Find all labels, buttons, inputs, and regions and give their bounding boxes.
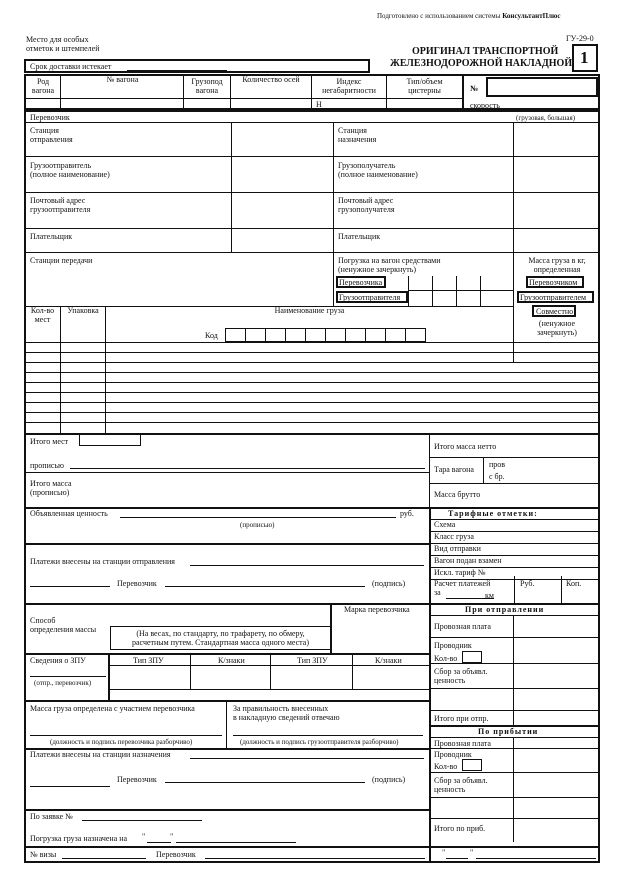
provoz2-line	[429, 748, 600, 749]
loading-sep-4	[480, 276, 481, 306]
parties-row-3	[24, 228, 600, 229]
paid-arrival-line	[190, 758, 424, 759]
payer-label: Плательщик	[30, 232, 73, 241]
total-mass-l2: (прописью)	[30, 488, 70, 497]
request-no-line	[82, 820, 202, 821]
prepared-by-text: Подготовлено с использованием системы	[377, 12, 501, 20]
carrier-label: Перевозчик	[30, 113, 70, 122]
index-l1: Индекс	[336, 77, 362, 86]
tariff-item-4: Искл. тариф №	[434, 568, 486, 577]
cargo-sep-packing	[105, 306, 106, 434]
cargo-name-label: Наименование груза	[274, 306, 345, 315]
places-l1: Кол-во	[30, 306, 55, 315]
cargo-code-cell[interactable]	[405, 328, 426, 342]
form-title-line2: ЖЕЛЕЗНОДОРОЖНОЙ НАКЛАДНОЙ	[390, 58, 573, 69]
wagon-sep-6	[462, 74, 464, 110]
wagon-number-label: № вагона	[106, 75, 139, 84]
fee-l1: Сбор за объявл.	[434, 667, 488, 676]
tare-line	[429, 483, 600, 484]
axles-label: Количество осей	[242, 75, 300, 84]
shipper-address-label	[30, 196, 90, 214]
fee-line-2	[429, 710, 600, 711]
loading-l2: (ненужное зачеркнуть)	[338, 265, 417, 274]
arrival-sep	[513, 737, 514, 842]
sign-sep	[226, 700, 227, 748]
cargo-row-a	[24, 342, 600, 343]
at-departure-label: При отправлении	[465, 605, 545, 614]
method-l2: определения массы	[30, 625, 97, 634]
total-places-label: Итого мест	[30, 437, 69, 446]
cargo-row-h	[24, 412, 600, 413]
consignee-label	[338, 161, 418, 179]
cargo-code-label: Код	[205, 331, 218, 340]
count2-label: Кол-во	[434, 762, 458, 771]
station-from-l1: Станция	[30, 126, 59, 135]
tank-l1: Тип/объем	[406, 77, 443, 86]
count-label: Кол-во	[434, 654, 458, 663]
calc-km: км	[485, 591, 494, 600]
cargo-row-e	[24, 382, 600, 383]
speed-hint: (грузовая, большая)	[516, 114, 576, 122]
mass-shipper-label: Грузоотправителем	[520, 293, 587, 302]
mass-defined-label	[514, 256, 600, 274]
tare-label: Тара вагона	[434, 465, 474, 474]
delivery-deadline-line	[127, 70, 227, 71]
cargo-packing-label: Упаковка	[67, 306, 99, 315]
loading-mid-line	[408, 290, 513, 291]
number-sign: №	[470, 84, 479, 93]
paid-arrival-carrier: Перевозчик	[117, 775, 157, 784]
declared-in-words: (прописью)	[240, 521, 275, 529]
consignee-l2: (полное наименование)	[338, 170, 418, 179]
station-to-l2: назначения	[338, 135, 377, 144]
fee-line	[429, 688, 600, 689]
calc-l1: Расчет платежей	[434, 579, 491, 588]
footer-day-line	[446, 858, 468, 859]
in-words-label: прописью	[30, 461, 65, 470]
zpu-bottom-line	[108, 689, 430, 690]
rod-l2: вагона	[31, 86, 55, 95]
index-letter: Н	[316, 100, 322, 109]
zpu-sep-1	[190, 653, 191, 689]
station-from-label	[30, 126, 73, 144]
footer-quote-close: "	[470, 848, 474, 857]
totals-row-1	[24, 472, 430, 473]
speed-line	[505, 108, 595, 109]
delivery-deadline-label: Срок доставки истекает	[30, 62, 112, 71]
departure-title-line	[429, 615, 600, 616]
tare-prov: пров	[489, 460, 506, 469]
mass-gross-label: Масса брутто	[434, 490, 481, 499]
mass-hint	[514, 319, 600, 337]
parties-sep-2	[333, 122, 334, 306]
tariff-item-1: Класс груза	[434, 532, 474, 541]
visa-no-label: № визы	[30, 850, 57, 859]
consignee-addr-l2: грузополучателя	[338, 205, 395, 214]
mass-hint-l1: (ненужное	[538, 319, 576, 328]
cargo-places-label	[25, 306, 60, 324]
cargo-row-b	[24, 352, 600, 353]
paid-departure-line-2	[30, 586, 110, 587]
gruzopod-l1: Грузопод	[191, 77, 223, 86]
loading-date-day-line	[147, 842, 171, 843]
count2-box[interactable]	[462, 759, 482, 771]
loading-date-label: Погрузка груза назначена на	[30, 834, 128, 843]
tariff-title: Тарифные отметки:	[448, 509, 538, 518]
request-no-label: По заявке №	[30, 812, 73, 821]
calc-sep-1	[514, 576, 515, 603]
shipper-sign-hint: (должность и подпись грузоотправителя разборчиво)	[240, 738, 399, 746]
parties-sep-3	[513, 122, 514, 252]
visa-no-line	[62, 858, 146, 859]
shipper-l2: (полное наименование)	[30, 170, 110, 179]
cargo-row-f	[24, 392, 600, 393]
rod-vagona-label	[26, 77, 60, 95]
provoz-line	[429, 637, 600, 638]
declared-value-label: Объявленная ценность	[30, 509, 108, 518]
footer-quote-open: "	[442, 848, 446, 857]
wagon-row-line	[24, 98, 464, 99]
total-mass-label	[30, 479, 72, 497]
footer-carrier-line	[205, 858, 425, 859]
index-l2: негабаритности	[322, 86, 376, 95]
cargo-code-cell[interactable]	[385, 328, 406, 342]
provoz2-label: Провозная плата	[434, 739, 491, 748]
guards-line	[429, 663, 600, 664]
correctness-label	[233, 704, 340, 722]
paid-departure-line	[190, 565, 424, 566]
tare-sep	[483, 457, 484, 483]
prepared-by-note	[377, 12, 560, 21]
method-label	[30, 616, 96, 634]
mass-with-carrier-label: Масса груза определена с участием перевозчика	[30, 704, 195, 713]
form-code: ГУ-29-0	[566, 34, 594, 43]
method-l1: Способ	[30, 616, 56, 625]
rod-l1: Род	[36, 77, 50, 86]
zpu-header-line	[108, 665, 430, 666]
gruzopod-l2: вагона	[195, 86, 219, 95]
loading-shipper-label: Грузоотправителя	[339, 293, 401, 302]
loading-sep-2	[432, 276, 433, 306]
parties-row-2	[24, 192, 600, 193]
cargo-sep-places	[60, 306, 61, 434]
mass-defined-l2: определенная	[533, 265, 581, 274]
cargo-code-cell[interactable]	[325, 328, 346, 342]
consignee-address-label	[338, 196, 395, 214]
tank-type-label	[387, 77, 462, 95]
fee2-line-2	[429, 818, 600, 819]
zpu-type2-label: Тип ЗПУ	[297, 656, 328, 665]
zpu-info-line	[30, 676, 106, 677]
carrier-sign-line	[30, 735, 222, 736]
zpu-marks2-label: К/знаки	[375, 656, 402, 665]
cargo-code-cell[interactable]	[285, 328, 306, 342]
tariff-item-2: Вид отправки	[434, 544, 481, 553]
station-to-l1: Станция	[338, 126, 367, 135]
declared-value-line	[120, 517, 396, 518]
shipper-sign-line	[233, 735, 423, 736]
carrier-mark-label: Марка перевозчика	[344, 605, 410, 614]
tariff-item-3: Вагон подан взамен	[434, 556, 502, 565]
zpu-hint: (отпр., перевозчик)	[34, 679, 92, 687]
totals-sep	[429, 433, 430, 509]
zpu-sep-3	[352, 653, 353, 689]
mass-joint-label: Совместно	[536, 307, 574, 316]
guards2-line	[429, 772, 600, 773]
mass-net-line	[429, 457, 600, 458]
method-hint-l2: расчетным путем. Стандартная масса одного места)	[132, 638, 309, 647]
special-marks-l2: отметок и штемпелей	[26, 44, 100, 53]
total-mass-l1: Итого масса	[30, 479, 72, 488]
tariff-item-0: Схема	[434, 520, 456, 529]
places-l2: мест	[34, 315, 51, 324]
paid-arrival-label: Платежи внесены на станции назначения	[30, 750, 171, 759]
correctness-l1: За правильность внесенных	[233, 704, 329, 713]
loading-l1: Погрузка на вагон средствами	[338, 256, 441, 265]
zpu-info-label: Сведения о ЗПУ	[30, 656, 86, 665]
cargo-code-cell[interactable]	[265, 328, 286, 342]
calc-l2: за	[434, 588, 441, 597]
payer2-label: Плательщик	[338, 232, 381, 241]
carrier-sign-hint: (должность и подпись перевозчика разборчиво)	[50, 738, 193, 746]
shipper-label	[30, 161, 110, 179]
mass-carrier-label: Перевозчиком	[529, 278, 578, 287]
departure-sep	[513, 615, 514, 725]
shipper-addr-l1: Почтовый адрес	[30, 196, 86, 205]
cargo-code-cell[interactable]	[345, 328, 366, 342]
cargo-row-i	[24, 422, 600, 423]
fee2-line	[429, 797, 600, 798]
calc-label	[434, 579, 490, 597]
gruzopod-label	[184, 77, 230, 95]
zpu-sep-2	[270, 653, 271, 689]
tare-sbr: с бр.	[489, 472, 505, 481]
calc-sep-2	[561, 576, 562, 603]
mass-hint-l2: зачеркнуть)	[537, 328, 577, 337]
method-hint-l1: (На весах, по стандарту, по трафарету, по обмеру,	[136, 629, 305, 638]
loading-date-month-line	[176, 842, 296, 843]
parties-sep-1	[231, 122, 232, 252]
calc-rub: Руб.	[520, 579, 535, 588]
count-box[interactable]	[462, 651, 482, 663]
footer-carrier-label: Перевозчик	[156, 850, 196, 859]
special-marks-label	[26, 35, 100, 53]
cargo-code-cell[interactable]	[305, 328, 326, 342]
total-places-words-line	[70, 468, 425, 469]
shipper-l1: Грузоотправитель	[30, 161, 92, 170]
copy-number: 1	[580, 48, 589, 67]
loading-carrier-label: Перевозчика	[339, 278, 383, 287]
fee-label	[434, 667, 488, 685]
mass-net-label: Итого масса нетто	[434, 442, 497, 451]
guards2-label: Проводник	[434, 750, 472, 759]
cargo-code-cell[interactable]	[365, 328, 386, 342]
cargo-code-cell[interactable]	[225, 328, 246, 342]
total-places-box[interactable]	[79, 434, 141, 446]
provoz-label: Провозная плата	[434, 622, 491, 631]
paid-departure-signature: (подпись)	[372, 579, 406, 588]
zpu-type-label: Тип ЗПУ	[133, 656, 164, 665]
paid-departure-sign-line	[165, 586, 365, 587]
loading-date-quote-open: "	[142, 832, 146, 841]
shipper-addr-l2: грузоотправителя	[30, 205, 91, 214]
paid-arrival-signature: (подпись)	[372, 775, 406, 784]
consignee-l1: Грузополучатель	[338, 161, 396, 170]
transfer-stations-label: Станции передачи	[30, 256, 93, 265]
loading-date-quote-close: "	[170, 832, 174, 841]
special-marks-l1: Место для особых	[26, 35, 89, 44]
zpu-end-line	[24, 700, 430, 702]
footer-top-line	[24, 846, 600, 848]
wagon-sep-1	[60, 74, 61, 110]
method-hint	[110, 629, 331, 647]
fee2-l2: ценность	[434, 785, 466, 794]
zpu-marks-label: К/знаки	[218, 656, 245, 665]
form-title-line1: ОРИГИНАЛ ТРАНСПОРТНОЙ	[412, 46, 559, 57]
parties-row-1	[24, 156, 600, 157]
zpu-top-line	[24, 653, 430, 655]
paid-departure-carrier: Перевозчик	[117, 579, 157, 588]
guards-label: Проводник	[434, 641, 472, 650]
brand-name: КонсультантПлюс	[502, 12, 561, 20]
loading-label	[338, 256, 441, 274]
zpu-sep-0	[108, 653, 110, 700]
wagon-number-box[interactable]	[486, 77, 598, 97]
index-label	[312, 77, 386, 95]
declared-rub: руб.	[400, 509, 414, 518]
consignee-addr-l1: Почтовый адрес	[338, 196, 394, 205]
total-departure-label: Итого при отпр.	[434, 714, 489, 723]
speed-label: скорость	[470, 101, 500, 110]
station-to-label	[338, 126, 376, 144]
tank-l2: цистерны	[408, 86, 441, 95]
mass-defined-l1: Масса груза в кг,	[528, 256, 586, 265]
paid-arrival-sign-line	[165, 782, 365, 783]
request-top-line	[24, 809, 430, 811]
station-from-l2: отправления	[30, 135, 73, 144]
footer-month-line	[476, 858, 596, 859]
cargo-row-d	[24, 372, 600, 373]
calc-kop: Коп.	[566, 579, 582, 588]
total-arrival-label: Итого по приб.	[434, 824, 486, 833]
paid-departure-label: Платежи внесены на станции отправления	[30, 557, 175, 566]
arrival-title-line	[429, 737, 600, 738]
correctness-l2: в накладную сведений отвечаю	[233, 713, 340, 722]
loading-sep-3	[456, 276, 457, 306]
value-bottom-line	[24, 543, 430, 545]
at-arrival-label: По прибытии	[478, 727, 539, 736]
fee2-label	[434, 776, 488, 794]
paid-arrival-line-2	[30, 786, 110, 787]
fee-l2: ценность	[434, 676, 466, 685]
loading-sep-1	[408, 276, 409, 306]
fee2-l1: Сбор за объявл.	[434, 776, 488, 785]
cargo-row-c	[24, 362, 600, 363]
cargo-code-cell[interactable]	[245, 328, 266, 342]
cargo-row-g	[24, 402, 600, 403]
